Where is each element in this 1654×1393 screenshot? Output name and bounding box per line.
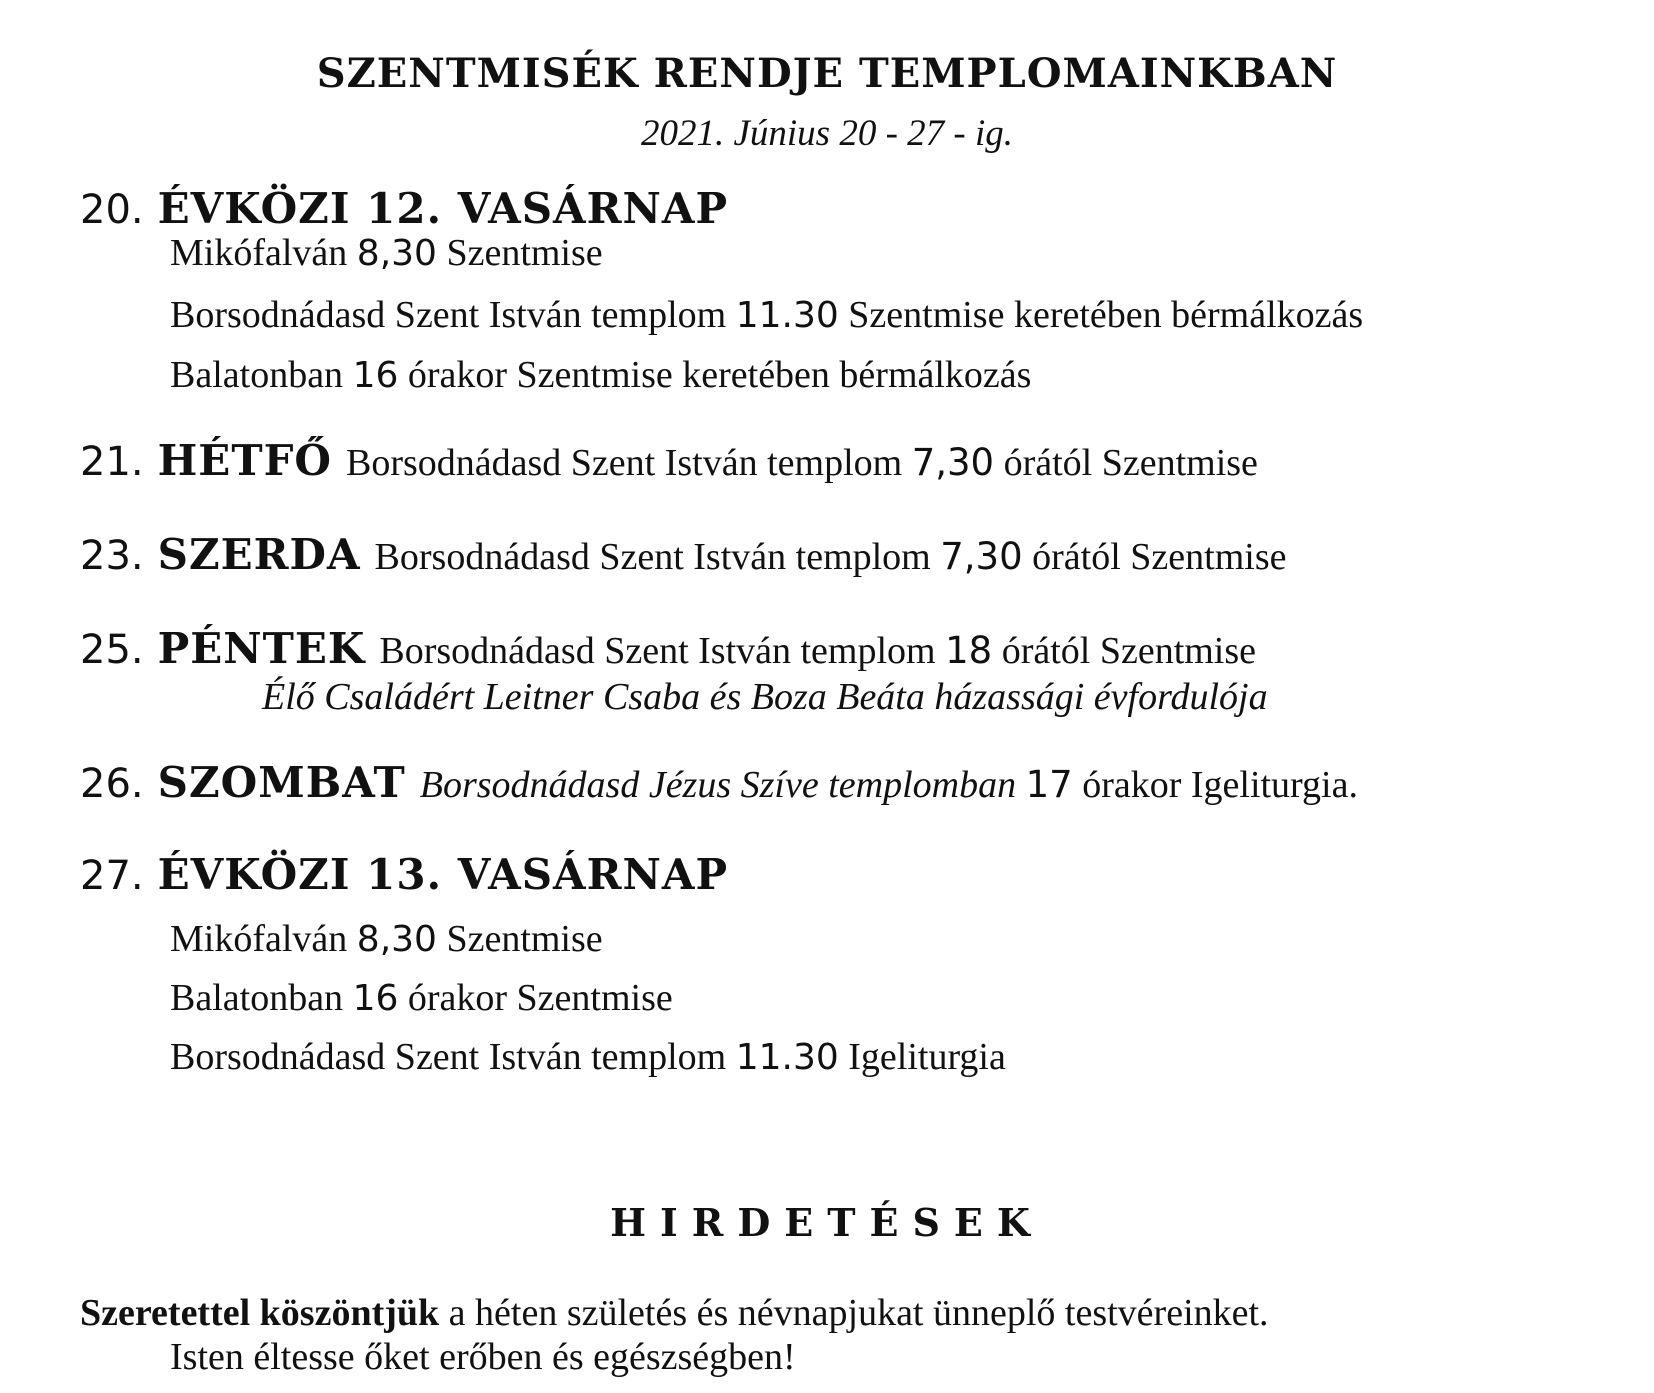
event-text: órakor Szentmise keretében bérmálkozás [398, 354, 1032, 396]
schedule-line [170, 916, 603, 963]
day-name: SZERDA [157, 530, 361, 579]
event-text: Szentmise [436, 232, 603, 274]
location-text: Balatonban [170, 977, 353, 1019]
time-text: 16 [352, 355, 399, 396]
day-name: PÉNTEK [157, 624, 366, 673]
schedule-line [170, 352, 1031, 399]
day-name: SZOMBAT [157, 758, 406, 807]
day-number: 26. [80, 761, 144, 807]
page-subtitle: 2021. Június 20 - 27 - ig. [640, 113, 1014, 154]
time-text: 7,30 [940, 535, 1023, 578]
day-name: ÉVKÖZI 13. VASÁRNAP [157, 850, 729, 899]
schedule-line [170, 292, 1363, 339]
location-text: Balatonban [170, 354, 353, 396]
location-text: Borsodnádasd Szent István templom [379, 630, 946, 672]
schedule-line [170, 230, 603, 277]
day-heading-20 [80, 186, 742, 234]
event-text: órakor Szentmise [398, 977, 673, 1019]
location-text: Borsodnádasd Szent István templom [170, 1036, 736, 1078]
time-text: 11.30 [735, 295, 839, 336]
day-heading-27 [80, 852, 742, 900]
day-number: 27. [80, 853, 144, 899]
day-heading-25 [80, 626, 1256, 674]
event-text: Igeliturgia [838, 1036, 1006, 1078]
location-text: Borsodnádasd Jézus Szíve templomban [419, 764, 1017, 806]
day-name: ÉVKÖZI 12. VASÁRNAP [157, 184, 729, 233]
day-heading-21 [80, 438, 1258, 486]
time-text: 8,30 [356, 919, 437, 960]
announcement-text: a héten születés és névnapjukat ünneplő testvéreinket. [439, 1292, 1269, 1334]
event-text: órától Szentmise [994, 442, 1258, 484]
time-text: 17 [1025, 763, 1073, 806]
announcement-blessing: Isten éltesse őket erőben és egészségben! [170, 1336, 796, 1378]
event-text: órától Szentmise [992, 630, 1257, 672]
time-text: 18 [945, 629, 993, 672]
day-name: HÉTFŐ [157, 436, 332, 485]
event-text: Szentmise keretében bérmálkozás [838, 294, 1364, 336]
location-text: Borsodnádasd Szent István templom [374, 536, 941, 578]
location-text: Mikófalván [170, 918, 357, 960]
day-number: 20. [80, 187, 144, 233]
time-text: 16 [352, 978, 399, 1019]
day-number: 21. [80, 439, 144, 485]
day-heading-26 [80, 760, 1358, 808]
event-text: órától Szentmise [1022, 536, 1287, 578]
schedule-line [170, 975, 673, 1022]
announcement-line [80, 1290, 1269, 1336]
location-text: Borsodnádasd Szent István templom [170, 294, 736, 336]
day-heading-23 [80, 532, 1286, 580]
event-text: órakor Igeliturgia. [1072, 764, 1358, 806]
time-text: 11.30 [735, 1037, 839, 1078]
announcement-bold-text: Szeretettel köszöntjük [80, 1292, 440, 1334]
announcements-heading: HIRDETÉSEK [610, 1200, 1044, 1245]
location-text: Mikófalván [170, 232, 357, 274]
event-text: Szentmise [436, 918, 603, 960]
location-text: Borsodnádasd Szent István templom [345, 442, 912, 484]
time-text: 7,30 [911, 441, 995, 484]
day-number: 23. [80, 533, 144, 579]
page-title: SZENTMISÉK RENDJE TEMPLOMAINKBAN [316, 50, 1338, 97]
schedule-line [170, 1034, 1006, 1081]
mass-intention-note: Élő Családért Leitner Csaba és Boza Beáta házassági évfordulója [262, 676, 1268, 718]
day-number: 25. [80, 627, 144, 673]
time-text: 8,30 [356, 233, 437, 274]
